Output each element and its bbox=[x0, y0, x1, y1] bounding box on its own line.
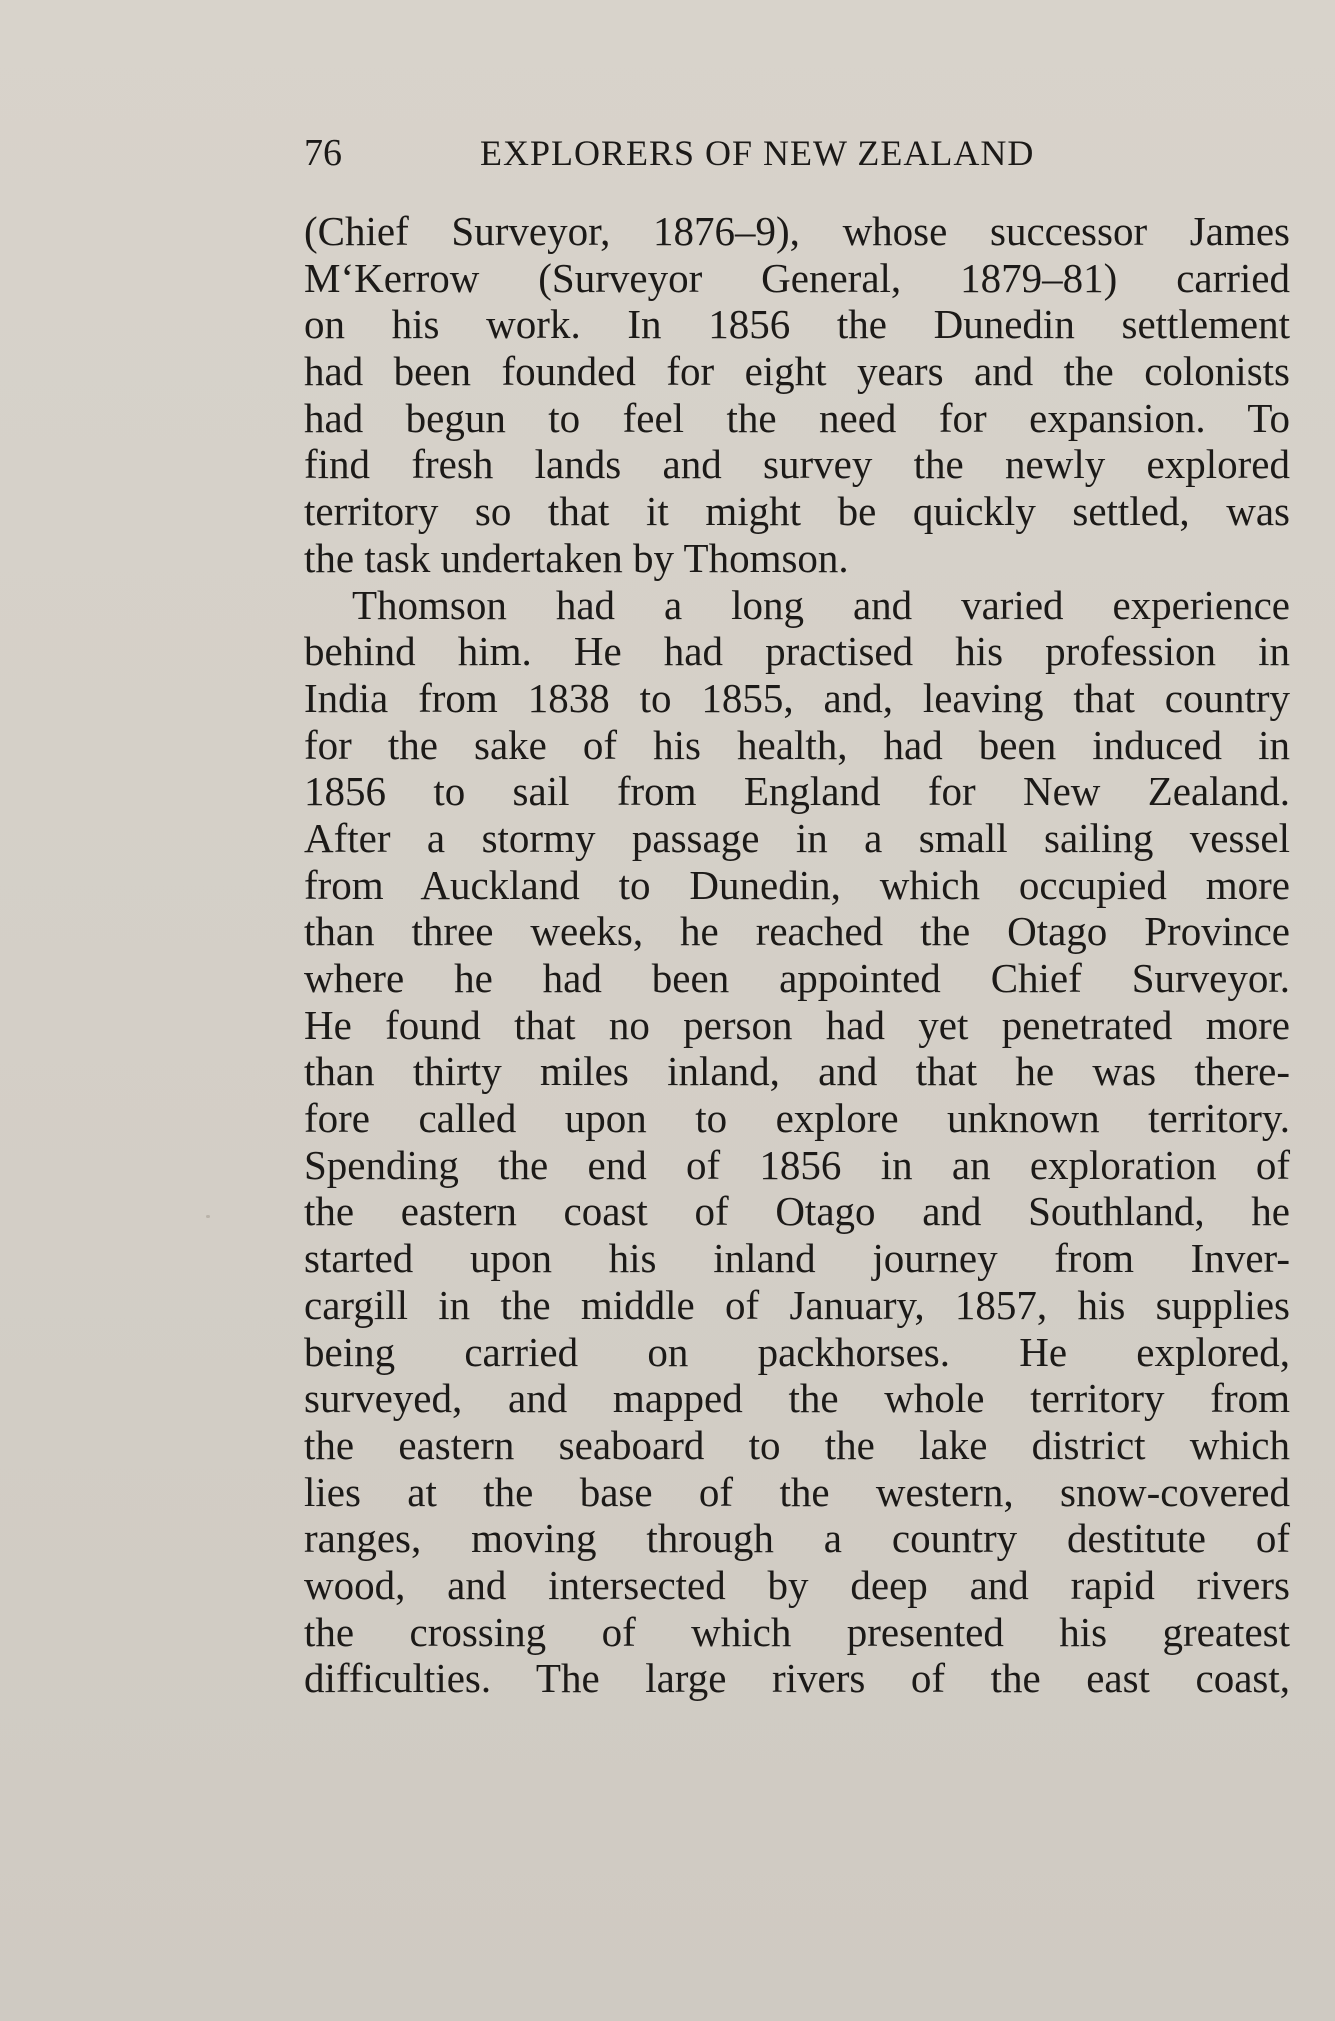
text-line: the crossing of which presented his greatest bbox=[304, 1608, 1290, 1655]
text-line: After a stormy passage in a small sailing vessel bbox=[304, 814, 1290, 861]
page-number: 76 bbox=[304, 132, 342, 174]
text-line: difficulties. The large rivers of the east coast, bbox=[304, 1655, 1290, 1702]
text-line: where he had been appointed Chief Surveyor. bbox=[304, 955, 1290, 1001]
text-line: M‘Kerrow (Surveyor General, 1879–81) carried bbox=[304, 254, 1290, 301]
text-line: find fresh lands and survey the newly explored bbox=[304, 441, 1290, 488]
text-line: ranges, moving through a country destitute of bbox=[304, 1515, 1290, 1562]
text-line: lies at the base of the western, snow-covered bbox=[304, 1468, 1290, 1515]
text-line: 1856 to sail from England for New Zealand. bbox=[304, 768, 1290, 815]
text-line: had begun to feel the need for expansion. To bbox=[304, 394, 1290, 441]
text-line: wood, and intersected by deep and rapid rivers bbox=[304, 1561, 1290, 1608]
text-line: (Chief Surveyor, 1876–9), whose successor James bbox=[304, 208, 1290, 254]
text-line: Thomson had a long and varied experience bbox=[352, 581, 1290, 628]
text-line: cargill in the middle of January, 1857, his supplies bbox=[304, 1281, 1290, 1328]
text-line: He found that no person had yet penetrated more bbox=[304, 1001, 1290, 1048]
text-line: for the sake of his health, had been induced in bbox=[304, 721, 1290, 768]
text-line: territory so that it might be quickly settled, was bbox=[304, 488, 1290, 535]
text-line: Spending the end of 1856 in an exploration of bbox=[304, 1141, 1290, 1188]
text-line: the eastern coast of Otago and Southland, he bbox=[304, 1188, 1290, 1235]
text-line: surveyed, and mapped the whole territory from bbox=[304, 1375, 1290, 1422]
text-line: from Auckland to Dunedin, which occupied more bbox=[304, 861, 1290, 908]
text-line: the eastern seaboard to the lake district which bbox=[304, 1421, 1290, 1468]
text-line: being carried on packhorses. He explored, bbox=[304, 1328, 1290, 1375]
body-text bbox=[304, 208, 1290, 1702]
paper-speck bbox=[206, 1215, 210, 1218]
text-line: fore called upon to explore unknown territory. bbox=[304, 1095, 1290, 1142]
running-title: EXPLORERS OF NEW ZEALAND bbox=[480, 133, 1035, 173]
text-line: than three weeks, he reached the Otago Province bbox=[304, 908, 1290, 955]
text-line: than thirty miles inland, and that he was there- bbox=[304, 1048, 1290, 1095]
text-line: had been founded for eight years and the colonists bbox=[304, 348, 1290, 395]
text-line: India from 1838 to 1855, and, leaving that country bbox=[304, 674, 1290, 721]
text-line: the task undertaken by Thomson. bbox=[304, 534, 849, 581]
text-line: started upon his inland journey from Inver- bbox=[304, 1235, 1290, 1282]
text-line: behind him. He had practised his profession in bbox=[304, 628, 1290, 675]
running-head bbox=[304, 128, 1118, 178]
text-line: on his work. In 1856 the Dunedin settlement bbox=[304, 301, 1290, 348]
